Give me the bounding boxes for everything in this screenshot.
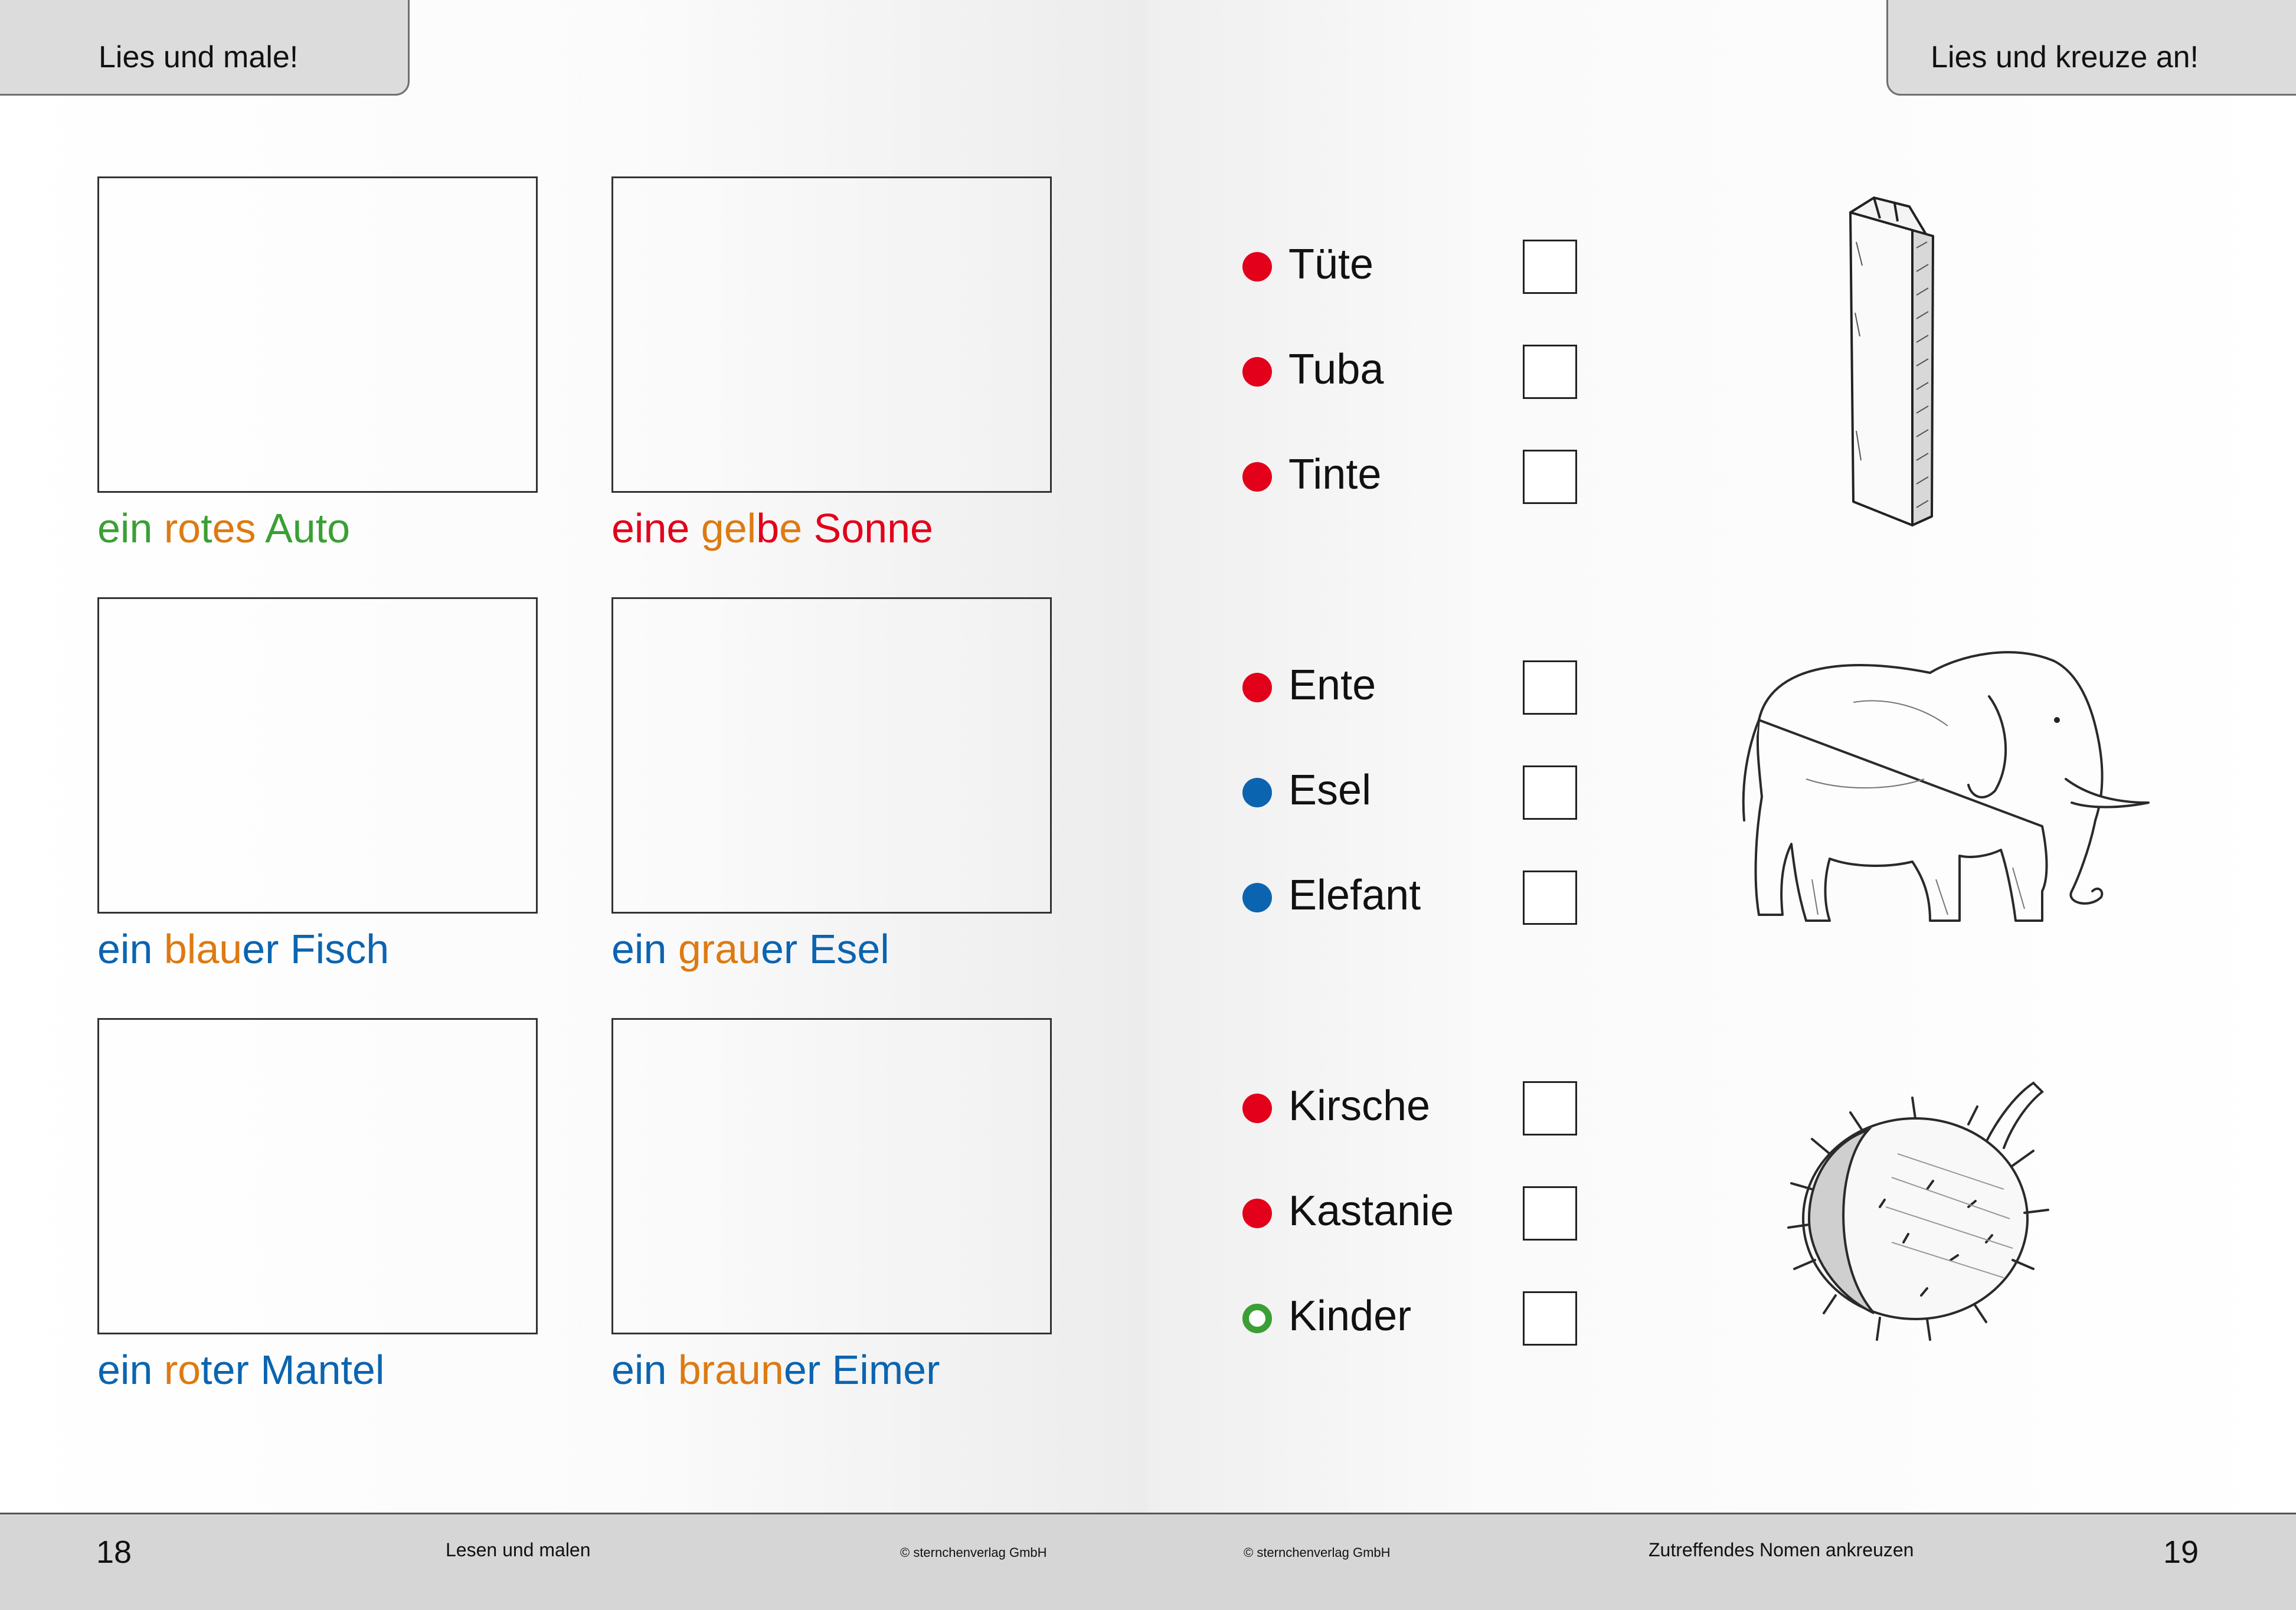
checkbox-esel[interactable] — [1523, 765, 1577, 820]
right-page-tab — [1886, 0, 2296, 96]
caption-segment: ein — [97, 926, 164, 972]
caption-segment: t — [201, 505, 212, 551]
word-label: Kinder — [1288, 1292, 1412, 1340]
footer-topic-left: Lesen und malen — [446, 1539, 591, 1560]
red-dot-icon — [1242, 357, 1272, 387]
caption-segment: blau — [163, 926, 243, 972]
checkbox-kirsche[interactable] — [1523, 1081, 1577, 1135]
caption-3 — [97, 925, 389, 973]
caption-segment: er Mantel — [212, 1347, 385, 1393]
checkbox-ente[interactable] — [1523, 660, 1577, 715]
caption-segment: eine — [611, 505, 701, 551]
caption-segment: Sonne — [802, 505, 933, 551]
word-label: Kirsche — [1288, 1082, 1431, 1130]
green-ring-icon — [1242, 1304, 1272, 1333]
drawing-box-2[interactable] — [611, 176, 1052, 493]
left-page-title: Lies und male! — [99, 40, 299, 74]
right-page-title: Lies und kreuze an! — [1931, 40, 2199, 74]
caption-4 — [611, 925, 889, 973]
caption-2 — [611, 505, 933, 552]
red-dot-icon — [1242, 1094, 1272, 1123]
red-dot-icon — [1242, 1199, 1272, 1228]
caption-segment: grau — [678, 926, 761, 972]
checkbox-elefant[interactable] — [1523, 871, 1577, 925]
caption-segment: Auto — [256, 505, 351, 551]
caption-segment: ein — [97, 1347, 164, 1393]
elephant-illustration — [1735, 631, 2160, 938]
footer-bar — [0, 1513, 2296, 1610]
caption-5 — [97, 1346, 384, 1393]
drawing-box-6[interactable] — [611, 1018, 1052, 1334]
page-number-left: 18 — [96, 1534, 132, 1570]
caption-segment: e — [779, 505, 803, 551]
footer-copyright-left: © sternchenverlag GmbH — [900, 1545, 1047, 1560]
caption-segment: ein — [611, 926, 678, 972]
word-label: Tüte — [1288, 241, 1374, 288]
caption-6 — [611, 1346, 940, 1393]
drawing-box-1[interactable] — [97, 176, 538, 493]
footer-topic-right: Zutreffendes Nomen ankreuzen — [1649, 1539, 1914, 1560]
caption-segment: ro — [163, 1347, 201, 1393]
caption-segment: b — [756, 505, 780, 551]
checkbox-tinte[interactable] — [1523, 450, 1577, 504]
caption-segment: er Eimer — [783, 1347, 940, 1393]
caption-segment: ein — [611, 1347, 678, 1393]
blue-dot-icon — [1242, 883, 1272, 912]
red-dot-icon — [1242, 673, 1272, 702]
drawing-box-3[interactable] — [97, 597, 538, 914]
drawing-box-5[interactable] — [97, 1018, 538, 1334]
checkbox-kastanie[interactable] — [1523, 1186, 1577, 1241]
caption-segment: braun — [678, 1347, 784, 1393]
caption-segment: er Fisch — [242, 926, 390, 972]
word-label: Tuba — [1288, 346, 1384, 393]
word-label: Elefant — [1288, 872, 1421, 919]
blue-dot-icon — [1242, 778, 1272, 807]
red-dot-icon — [1242, 462, 1272, 492]
chestnut-illustration — [1780, 1071, 2075, 1354]
word-label: Esel — [1288, 767, 1372, 814]
caption-segment: t — [201, 1347, 212, 1393]
checkbox-kinder[interactable] — [1523, 1291, 1577, 1346]
paper-bag-illustration — [1839, 195, 1968, 537]
checkbox-tuete[interactable] — [1523, 240, 1577, 294]
word-label: Tinte — [1288, 451, 1382, 498]
right-page — [1148, 0, 2296, 1610]
word-label: Ente — [1288, 662, 1376, 709]
caption-1 — [97, 505, 350, 552]
page-number-right: 19 — [2163, 1534, 2199, 1570]
caption-segment: es — [212, 505, 256, 551]
caption-segment: er Esel — [760, 926, 889, 972]
drawing-box-4[interactable] — [611, 597, 1052, 914]
caption-segment: ro — [163, 505, 201, 551]
footer-copyright-right: © sternchenverlag GmbH — [1244, 1545, 1391, 1560]
checkbox-tuba[interactable] — [1523, 345, 1577, 399]
left-page-tab — [0, 0, 410, 96]
caption-segment: ein — [97, 505, 164, 551]
red-dot-icon — [1242, 252, 1272, 282]
caption-segment: gel — [701, 505, 757, 551]
word-label: Kastanie — [1288, 1187, 1454, 1235]
